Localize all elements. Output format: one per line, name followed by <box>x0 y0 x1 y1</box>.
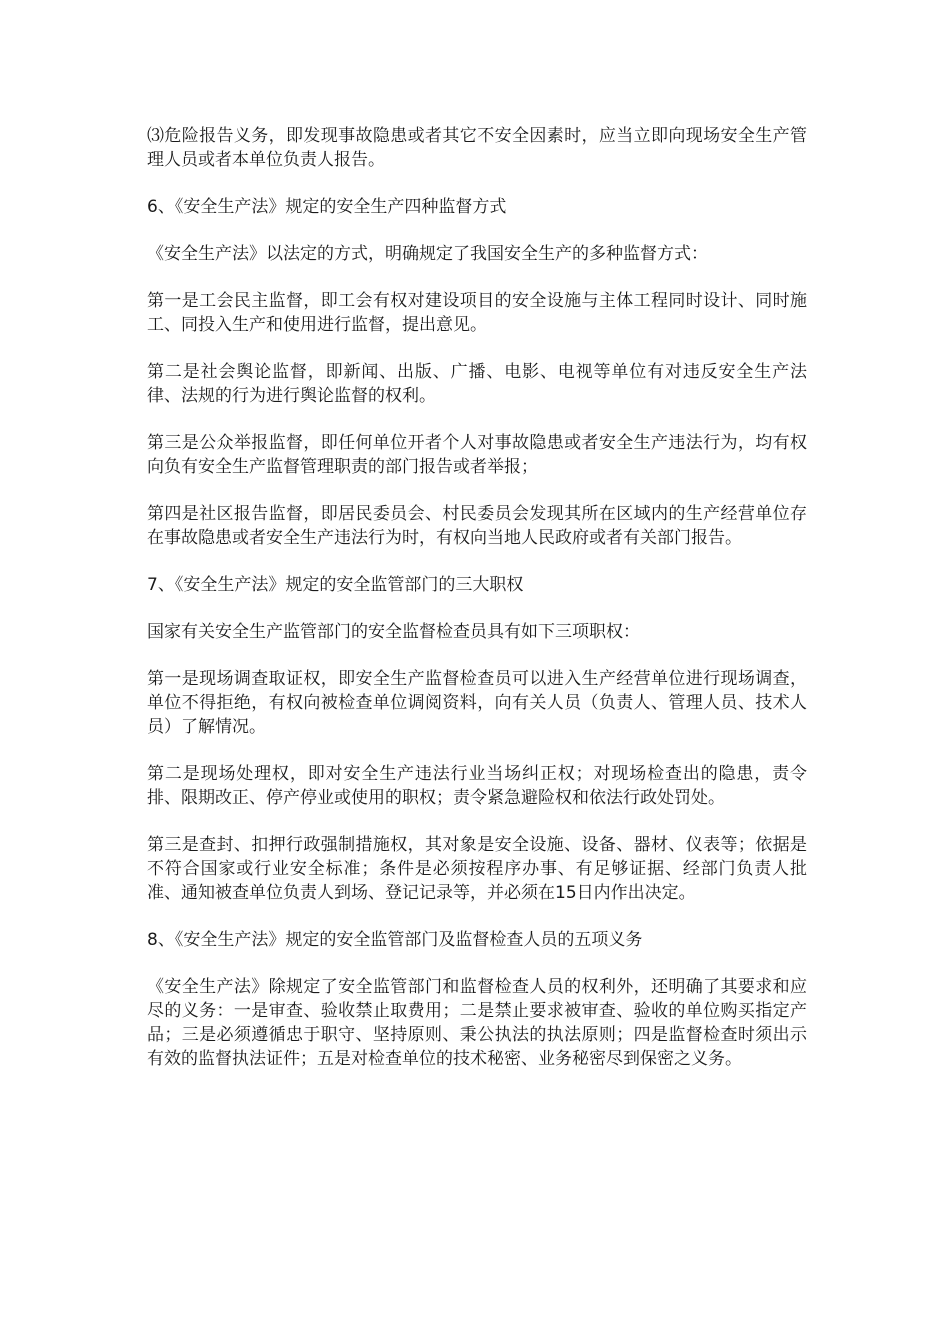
paragraph-supervision-intro: 《安全生产法》以法定的方式，明确规定了我国安全生产的多种监督方式： <box>147 244 708 264</box>
section-heading-8: 8、《安全生产法》规定的安全监管部门及监督检查人员的五项义务 <box>147 930 643 950</box>
section-heading-7: 7、《安全生产法》规定的安全监管部门的三大职权 <box>147 575 524 595</box>
paragraph-powers-intro: 国家有关安全生产监管部门的安全监督检查员具有如下三项职权： <box>147 622 640 642</box>
paragraph-onsite-handling-power: 第二是现场处理权，即对安全生产违法行业当场纠正权；对现场检查出的隐患，责令排、限期改正、停产停业或使用的职权；责令紧急避险权和依法行政处罚处。 <box>147 764 807 808</box>
paragraph-union-supervision: 第一是工会民主监督，即工会有权对建设项目的安全设施与主体工程同时设计、同时施工、同投入生产和使用进行监督，提出意见。 <box>147 291 807 335</box>
paragraph-seizure-power: 第三是查封、扣押行政强制措施权，其对象是安全设施、设备、器材、仪表等；依据是不符合国家或行业安全标准；条件是必须按程序办事、有足够证据、经部门负责人批准、通知被查单位负责人到场、登记记录等，并必须在15日内作出决定。 <box>147 835 807 903</box>
section-heading-6: 6、《安全生产法》规定的安全生产四种监督方式 <box>147 197 507 217</box>
paragraph-public-report-supervision: 第三是公众举报监督，即任何单位开者个人对事故隐患或者安全生产违法行为，均有权向负有安全生产监督管理职责的部门报告或者举报； <box>147 433 807 477</box>
paragraph-community-report-supervision: 第四是社区报告监督，即居民委员会、村民委员会发现其所在区域内的生产经营单位存在事故隐患或者安全生产违法行为时，有权向当地人民政府或者有关部门报告。 <box>147 504 807 548</box>
paragraph-media-supervision: 第二是社会舆论监督，即新闻、出版、广播、电影、电视等单位有对违反安全生产法律、法规的行为进行舆论监督的权利。 <box>147 362 807 406</box>
paragraph-danger-report-duty: ⑶危险报告义务，即发现事故隐患或者其它不安全因素时，应当立即向现场安全生产管理人员或者本单位负责人报告。 <box>147 126 807 170</box>
paragraph-five-duties: 《安全生产法》除规定了安全监管部门和监督检查人员的权利外，还明确了其要求和应尽的义务：一是审查、验收禁止取费用；二是禁止要求被审查、验收的单位购买指定产品；三是必须遵循忠于职守、坚持原则、秉公执法的执法原则；四是监督检查时须出示有效的监督执法证件；五是对检查单位的技术秘密、业务秘密尽到保密之义务。 <box>147 977 807 1069</box>
paragraph-investigation-power: 第一是现场调查取证权，即安全生产监督检查员可以进入生产经营单位进行现场调查，单位不得拒绝，有权向被检查单位调阅资料，向有关人员（负责人、管理人员、技术人员）了解情况。 <box>147 669 807 737</box>
document-page <box>147 124 807 1094</box>
